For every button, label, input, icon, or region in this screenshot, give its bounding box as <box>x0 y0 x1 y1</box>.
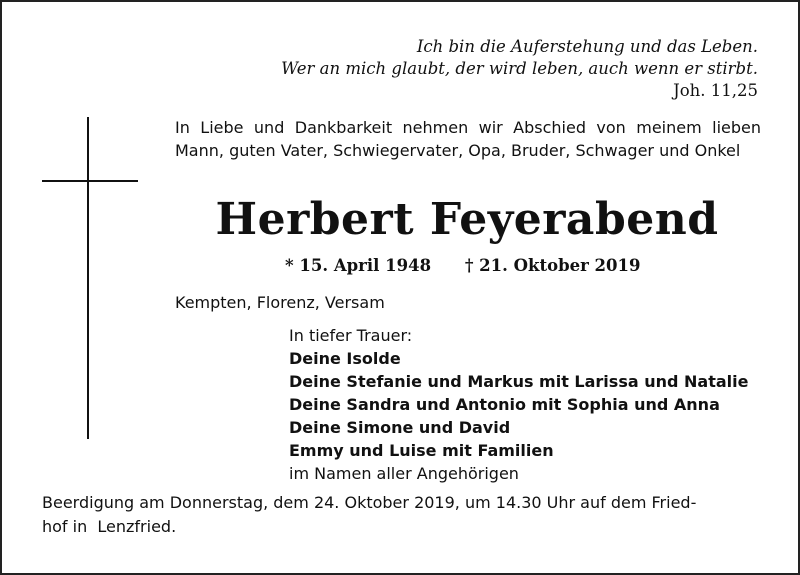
cross-vertical-bar <box>87 117 89 439</box>
mourners-closing: im Namen aller Angehörigen <box>289 464 519 483</box>
deceased-name: Herbert Feyerabend <box>215 194 719 245</box>
funeral-line-1: Beerdigung am Donnerstag, dem 24. Oktober 2019, um 14.30 Uhr auf dem Fried- <box>42 493 697 512</box>
mourner-name: Deine Simone und David <box>289 418 511 437</box>
death-date: † 21. Oktober 2019 <box>464 256 641 275</box>
mourner-name: Emmy und Luise mit Familien <box>289 441 554 460</box>
mourner-name: Deine Isolde <box>289 349 401 368</box>
funeral-notice <box>42 491 762 539</box>
bible-quote <box>281 36 758 102</box>
quote-line-1: Ich bin die Auferstehung und das Leben. <box>416 37 758 56</box>
quote-reference: Joh. 11,25 <box>673 81 758 100</box>
funeral-line-2: hof in Lenzfried. <box>42 517 177 536</box>
birth-date: * 15. April 1948 <box>285 256 432 275</box>
places: Kempten, Florenz, Versam <box>175 293 385 312</box>
mourner-name: Deine Sandra und Antonio mit Sophia und Anna <box>289 395 720 414</box>
intro-text: In Liebe und Dankbarkeit nehmen wir Abschied von meinem lieben Mann, guten Vater, Schwiegervater, Opa, Bruder, Schwager und Onkel <box>175 118 761 160</box>
quote-line-2: Wer an mich glaubt, der wird leben, auch wenn er stirbt. <box>281 59 758 78</box>
life-dates <box>285 255 640 277</box>
cross-horizontal-bar <box>42 180 138 182</box>
mourner-name: Deine Stefanie und Markus mit Larissa und Natalie <box>289 372 749 391</box>
mourners-list <box>289 324 748 485</box>
mourners-heading: In tiefer Trauer: <box>289 326 413 345</box>
